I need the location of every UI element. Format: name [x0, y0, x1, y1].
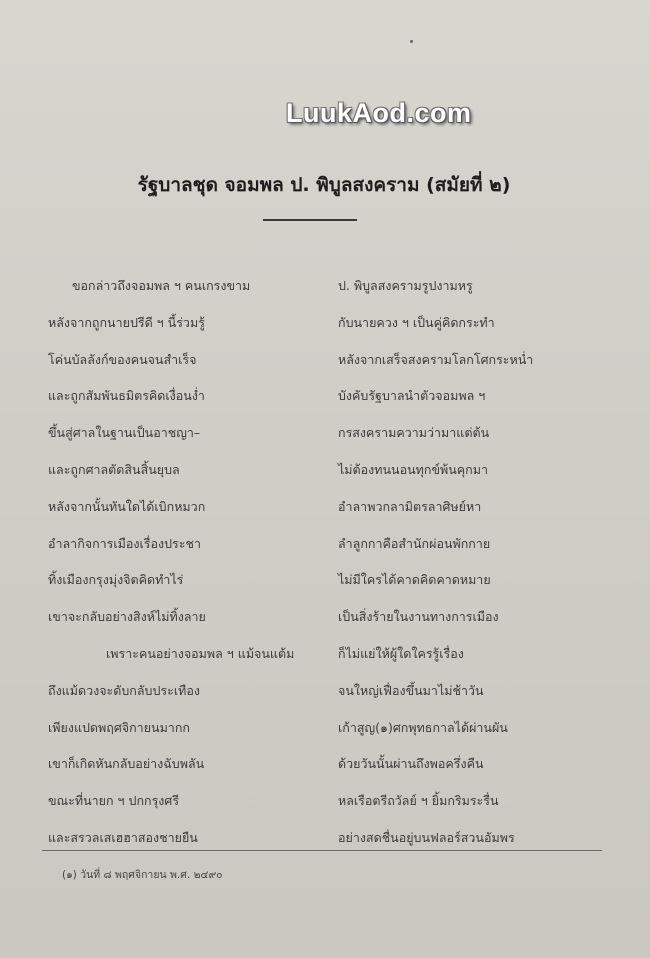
poem-line: ลำลูกกาคือสำนักผ่อนพักกาย — [338, 535, 491, 551]
poem-line: ไม่ต้องทนนอนทุกข์พ้นคุกมา — [338, 461, 488, 477]
poem-line: ป. พิบูลสงครามรูปงามหรู — [338, 278, 473, 293]
poem-line: หลังจากนั้นทันใดได้เบิกหมวก — [48, 498, 206, 514]
poem-line: อย่างสดชื่นอยู่บนฟลอร์สวนอัมพร — [338, 829, 515, 845]
poem-line: ถึงแม้ดวงจะดับกลับประเทือง — [48, 682, 200, 698]
footnote: (๑) วันที่ ๘ พฤศจิกายน พ.ศ. ๒๔๙๐ — [62, 869, 223, 881]
poem-line: และถูกสัมพันธมิตรคิดเงื่อนง่ำ — [48, 388, 205, 404]
watermark: LuukAod.com — [286, 98, 472, 128]
poem-right-column — [338, 268, 628, 857]
speck — [410, 40, 413, 43]
poem-line: หลังจากถูกนายปรีดี ฯ นี้ร่วมรู้ — [48, 314, 205, 330]
poem-line: เก้าสูญ(๑)ศกพุทธกาลได้ผ่านผัน — [338, 719, 508, 735]
page-title: รัฐบาลชุด จอมพล ป. พิบูลสงคราม (สมัยที่ ๒) — [137, 174, 511, 196]
title-underline — [263, 219, 357, 221]
poem-line: ไม่มีใครได้คาดคิดคาดหมาย — [338, 572, 491, 588]
poem-line: จนใหญ่เฟื่องขึ้นมาไม่ช้าวัน — [338, 682, 484, 698]
footnote-divider — [42, 850, 602, 851]
poem-line: และสรวลเสเฮฮาสองชายยืน — [48, 829, 198, 845]
poem-line: อำลากิจการเมืองเรื่องประชา — [48, 535, 201, 551]
poem-line: ทิ้งเมืองกรุงมุ่งจิตคิดทำไร่ — [48, 572, 184, 588]
poem-line: ขอกล่าวถึงจอมพล ฯ คนเกรงขาม — [72, 278, 251, 293]
poem-line: กรสงครามความว่ามาแต่ต้น — [338, 425, 490, 441]
poem-line: ขณะที่นายก ฯ ปกกรุงศรี — [48, 793, 180, 809]
poem-line: เขาจะกลับอย่างสิงห์ไม่ทิ้งลาย — [48, 609, 206, 625]
poem-line: และถูกศาลตัดสินสิ้นยุบล — [48, 461, 180, 477]
poem-line: หลังจากเสร็จสงครามโลกโศกระหน่ำ — [338, 351, 534, 367]
poem-line: ขึ้นสู่ศาลในฐานเป็นอาชญา– — [48, 425, 201, 441]
poem-line: เป็นสิ่งร้ายในงานทางการเมือง — [338, 609, 499, 625]
poem-line: เพราะคนอย่างจอมพล ฯ แม้จนแต้ม — [106, 645, 295, 661]
poem-line: อำลาพวกลามิตรลาศิษย์หา — [338, 498, 482, 514]
poem-line: เพียงแปดพฤศจิกายนมากก — [48, 719, 190, 735]
poem-line: โค่นบัลลังก์ของคนจนสำเร็จ — [48, 351, 197, 367]
poem-left-column — [48, 268, 338, 857]
poem-line: บังคับรัฐบาลนำตัวจอมพล ฯ — [338, 388, 486, 404]
poem-line: กับนายควง ฯ เป็นคู่คิดกระทำ — [338, 314, 495, 330]
poem-line: ก็ไม่แย่ให้ผู้ใดใครรู้เรื่อง — [338, 645, 464, 661]
poem-line: ด้วยวันนั้นผ่านถึงพอครึ่งคืน — [338, 756, 484, 772]
poem-line: หลเรือตรีถวัลย์ ฯ ยิ้มกริมระรื่น — [338, 793, 499, 809]
poem-line: เขาก็เกิดหันกลับอย่างฉับพลัน — [48, 756, 205, 772]
